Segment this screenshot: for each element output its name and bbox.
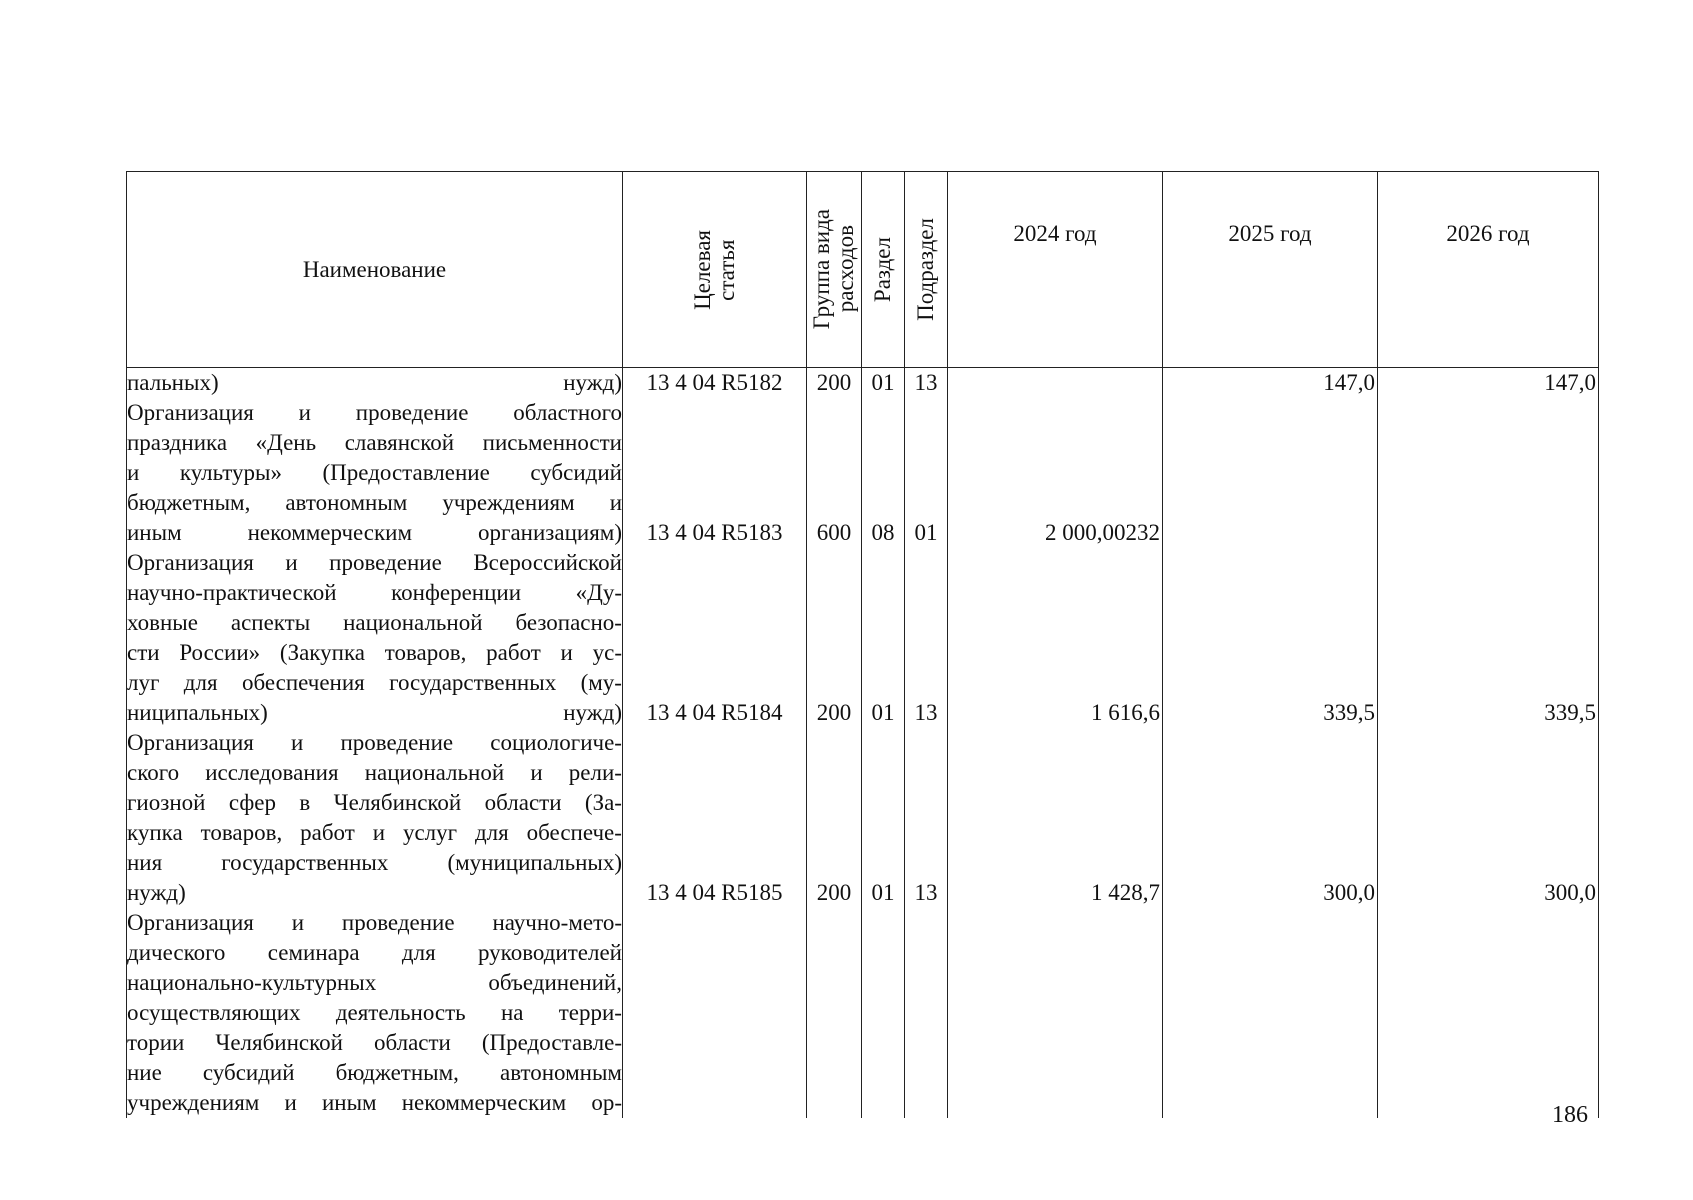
- row-value-2025-cell: [1163, 398, 1378, 548]
- row-name-line: иным некоммерческим организациям): [127, 520, 622, 545]
- row-value-2024-cell: [948, 368, 1163, 399]
- row-name-cell: [127, 368, 623, 399]
- row-name-line: гиозной сфер в Челябинской области (За-: [127, 790, 622, 815]
- row-value-2024: 1 428,7: [1091, 880, 1160, 905]
- header-target-line1: Целевая: [689, 229, 715, 310]
- row-section: 08: [871, 520, 895, 545]
- row-value-2025: [1163, 518, 1375, 548]
- row-value-2026-cell: [1378, 398, 1599, 548]
- row-value-2025-cell: [1163, 728, 1378, 908]
- row-value-2026: 147,0: [1544, 370, 1596, 395]
- row-subsection-cell: [905, 368, 948, 399]
- row-name-line: бюджетным, автономным учреждениям и: [127, 490, 622, 515]
- row-section-cell: [862, 398, 905, 548]
- row-value-2026-cell: [1378, 368, 1599, 399]
- row-value-2024: 2 000,00232: [1045, 520, 1160, 545]
- row-value-2025: [1163, 1088, 1375, 1118]
- budget-table: [126, 171, 1599, 1118]
- header-name-label: Наименование: [302, 256, 447, 282]
- row-subsection: 13: [914, 880, 938, 905]
- table-row: [127, 728, 1599, 908]
- row-name-line: праздника «День славянской письменности: [127, 430, 622, 455]
- header-target-article: [623, 172, 807, 368]
- row-target-article: 13 4 04 R5183: [646, 520, 783, 545]
- row-target-article-cell: [623, 908, 807, 1118]
- row-section: 01: [871, 880, 895, 905]
- row-value-2026: 339,5: [1544, 700, 1596, 725]
- row-name-line: ние субсидий бюджетным, автономным: [127, 1060, 622, 1085]
- row-subsection: 01: [914, 520, 938, 545]
- header-group-line1: Группа вида: [809, 209, 834, 330]
- row-value-2026: [1378, 518, 1596, 548]
- page-number: 186: [1552, 1102, 1588, 1128]
- header-subsection: [905, 172, 948, 368]
- row-value-2025-cell: [1163, 908, 1378, 1118]
- row-expense-group-cell: [807, 368, 862, 399]
- row-name-line: тории Челябинской области (Предоставле-: [127, 1030, 622, 1055]
- table-row: [127, 548, 1599, 728]
- row-value-2026-cell: [1378, 728, 1599, 908]
- row-value-2024: 1 616,6: [1091, 700, 1160, 725]
- row-name-line: ния государственных (муниципальных): [127, 850, 622, 875]
- row-subsection: [905, 1088, 947, 1118]
- row-expense-group: 600: [816, 520, 852, 545]
- row-name-line: купка товаров, работ и услуг для обеспече-: [127, 820, 622, 845]
- header-group-line2: расходов: [833, 225, 858, 314]
- row-name-line: луг для обеспечения государственных (му-: [127, 670, 622, 695]
- row-expense-group: [807, 1088, 861, 1118]
- header-2026-label: 2026 год: [1446, 221, 1530, 246]
- row-name-line: сти России» (Закупка товаров, работ и ус-: [127, 640, 622, 665]
- header-2025-label: 2025 год: [1228, 221, 1312, 246]
- header-2024-label: 2024 год: [1013, 221, 1097, 246]
- row-name-line: национально-культурных объединений,: [127, 970, 622, 995]
- row-value-2025: 339,5: [1323, 700, 1375, 725]
- row-subsection: 13: [914, 700, 938, 725]
- header-target-line2: статья: [713, 238, 739, 301]
- row-name-line: научно-практической конференции «Ду-: [127, 580, 622, 605]
- row-value-2025: 300,0: [1323, 880, 1375, 905]
- row-section-cell: [862, 908, 905, 1118]
- row-value-2026: 300,0: [1544, 880, 1596, 905]
- row-name-line: Организация и проведение социологиче-: [127, 730, 622, 755]
- row-subsection-cell: [905, 728, 948, 908]
- row-subsection-cell: [905, 398, 948, 548]
- row-name-line: учреждениям и иным некоммерческим ор-: [127, 1090, 622, 1115]
- row-value-2026-cell: [1378, 908, 1599, 1118]
- table-body: [127, 368, 1599, 1119]
- header-expense-group: [807, 172, 862, 368]
- row-name-line: дического семинара для руководителей: [127, 940, 622, 965]
- row-section-cell: [862, 728, 905, 908]
- row-value-2024: [948, 368, 1160, 398]
- row-value-2024-cell: [948, 728, 1163, 908]
- row-subsection: 13: [914, 370, 938, 395]
- row-section-cell: [862, 548, 905, 728]
- table-row: [127, 908, 1599, 1118]
- table-row: [127, 368, 1599, 399]
- row-value-2025: 147,0: [1323, 370, 1375, 395]
- row-name-cell: [127, 548, 623, 728]
- row-name-cell: [127, 908, 623, 1118]
- row-value-2024-cell: [948, 908, 1163, 1118]
- row-name-line: и культуры» (Предоставление субсидий: [127, 460, 622, 485]
- row-value-2025-cell: [1163, 368, 1378, 399]
- row-section: 01: [871, 370, 895, 395]
- row-section: [862, 1088, 904, 1118]
- row-value-2024-cell: [948, 548, 1163, 728]
- header-2024: [948, 172, 1163, 368]
- row-name-line: Организация и проведение научно-мето-: [127, 910, 622, 935]
- row-value-2024: [948, 1088, 1160, 1118]
- row-value-2024-cell: [948, 398, 1163, 548]
- row-value-2026-cell: [1378, 548, 1599, 728]
- row-name-line: осуществляющих деятельность на терри-: [127, 1000, 622, 1025]
- row-name-line: Организация и проведение областного: [127, 400, 622, 425]
- row-target-article-cell: [623, 728, 807, 908]
- row-expense-group-cell: [807, 728, 862, 908]
- row-name-line: нужд): [127, 880, 186, 905]
- header-2026: [1378, 172, 1599, 368]
- row-target-article: 13 4 04 R5182: [646, 370, 783, 395]
- header-2025: [1163, 172, 1378, 368]
- row-name-cell: [127, 728, 623, 908]
- row-name-line: ниципальных) нужд): [127, 700, 622, 725]
- row-expense-group: 200: [816, 880, 852, 905]
- row-target-article-cell: [623, 368, 807, 399]
- row-expense-group-cell: [807, 398, 862, 548]
- row-target-article-cell: [623, 548, 807, 728]
- row-expense-group-cell: [807, 548, 862, 728]
- row-subsection-cell: [905, 908, 948, 1118]
- row-name-line: пальных) нужд): [127, 370, 622, 395]
- row-expense-group: 200: [816, 370, 852, 395]
- row-target-article: [623, 1088, 806, 1118]
- table-header-row: [127, 172, 1599, 368]
- row-target-article: 13 4 04 R5184: [646, 700, 783, 725]
- header-section: [862, 172, 905, 368]
- row-name-line: ского исследования национальной и рели-: [127, 760, 622, 785]
- row-section-cell: [862, 368, 905, 399]
- row-expense-group: 200: [816, 700, 852, 725]
- row-name-line: ховные аспекты национальной безопасно-: [127, 610, 622, 635]
- header-section-label: Раздел: [870, 236, 895, 303]
- row-name-cell: [127, 398, 623, 548]
- header-subsection-label: Подраздел: [913, 218, 938, 321]
- row-name-line: Организация и проведение Всероссийской: [127, 550, 622, 575]
- header-name: [127, 172, 623, 368]
- row-expense-group-cell: [807, 908, 862, 1118]
- row-target-article: 13 4 04 R5185: [646, 880, 783, 905]
- table-row: [127, 398, 1599, 548]
- row-value-2025-cell: [1163, 548, 1378, 728]
- row-subsection-cell: [905, 548, 948, 728]
- row-target-article-cell: [623, 398, 807, 548]
- row-section: 01: [871, 700, 895, 725]
